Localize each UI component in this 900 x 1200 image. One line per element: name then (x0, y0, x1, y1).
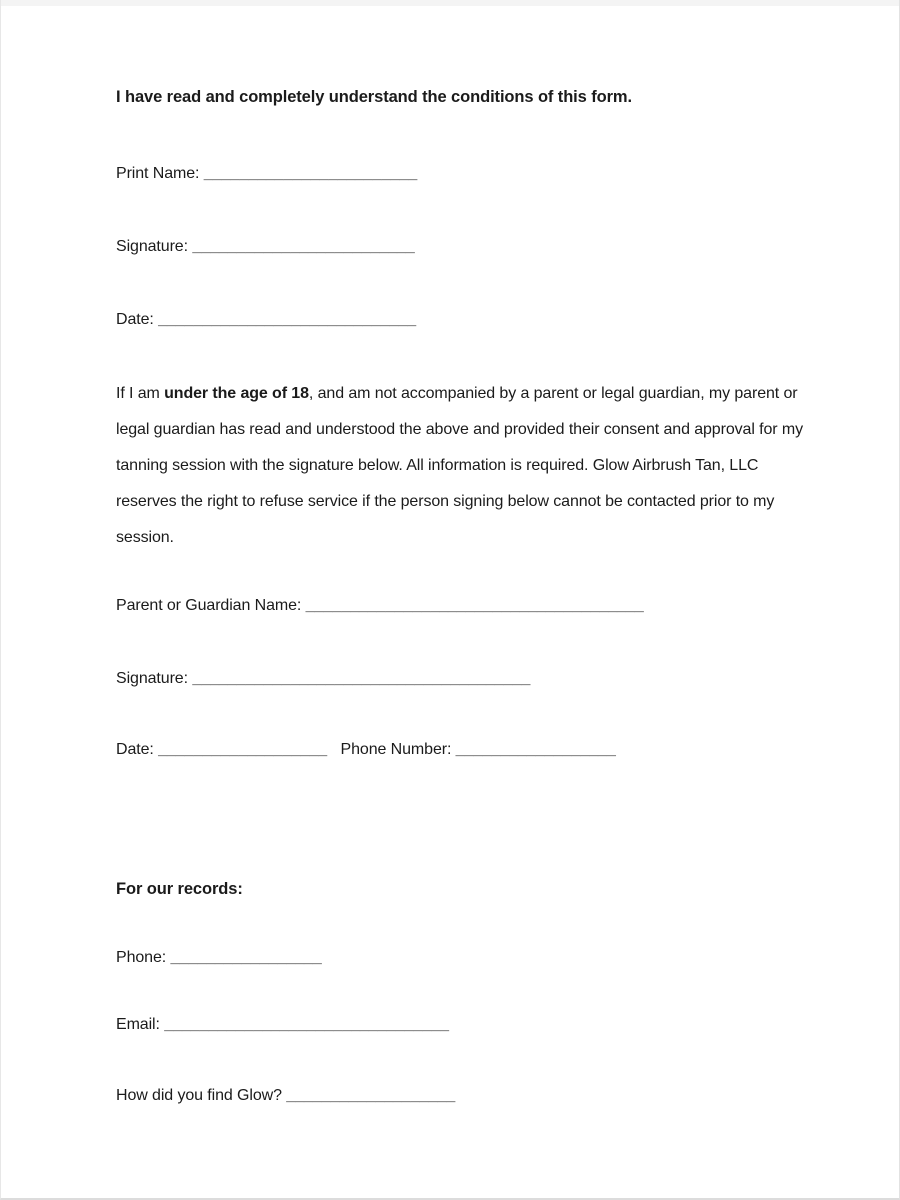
guardian-signature-label: Signature: (116, 670, 188, 687)
print-name-label: Print Name: (116, 165, 200, 182)
guardian-date-phone-row (116, 739, 804, 761)
acknowledgement-statement: I have read and completely understand the conditions of this form. (116, 88, 632, 106)
form-content (1, 0, 899, 1198)
signature-field (116, 236, 804, 258)
date-blank-line: _____________________________ (158, 311, 417, 328)
records-phone-field (116, 947, 804, 969)
records-email-blank-line: ________________________________ (164, 1016, 449, 1033)
records-phone-label: Phone: (116, 949, 167, 966)
records-email-label: Email: (116, 1016, 160, 1033)
parent-guardian-name-blank-line: ______________________________________ (305, 597, 644, 614)
records-email-field (116, 1014, 804, 1036)
consent-text-bold-age: under the age of 18 (164, 385, 309, 402)
referral-source-blank-line: ___________________ (286, 1087, 456, 1104)
guardian-phone-number-label: Phone Number: (340, 741, 452, 758)
referral-source-label: How did you find Glow? (116, 1087, 282, 1104)
referral-source-field (116, 1085, 804, 1107)
consent-text-body: , and am not accompanied by a parent or legal guardian, my parent or legal guardian has read and understood the above and provided their consent and approval for my tanning session with the signature below. All information is required. Glow Airbrush Tan, LLC reserves the right to refuse service if the person signing below cannot be contacted prior to my session. (116, 385, 803, 546)
consent-text-lead: If I am (116, 385, 165, 402)
guardian-signature-field (116, 668, 804, 690)
guardian-phone-number-blank-line: __________________ (455, 741, 616, 758)
print-name-blank-line: ________________________ (203, 165, 418, 182)
date-label: Date: (116, 311, 154, 328)
guardian-signature-blank-line: ______________________________________ (192, 670, 531, 687)
guardian-date-label: Date: (116, 741, 154, 758)
signature-label: Signature: (116, 238, 188, 255)
print-name-field (116, 163, 804, 185)
signature-blank-line: _________________________ (192, 238, 415, 255)
minor-consent-paragraph (116, 376, 804, 556)
parent-guardian-name-label: Parent or Guardian Name: (116, 597, 302, 614)
records-phone-blank-line: _________________ (170, 949, 322, 966)
for-our-records-heading: For our records: (116, 880, 243, 898)
page-edge-shading (1, 0, 899, 6)
date-field (116, 309, 804, 331)
guardian-date-blank-line: ___________________ (158, 741, 328, 758)
parent-guardian-name-field (116, 595, 804, 617)
